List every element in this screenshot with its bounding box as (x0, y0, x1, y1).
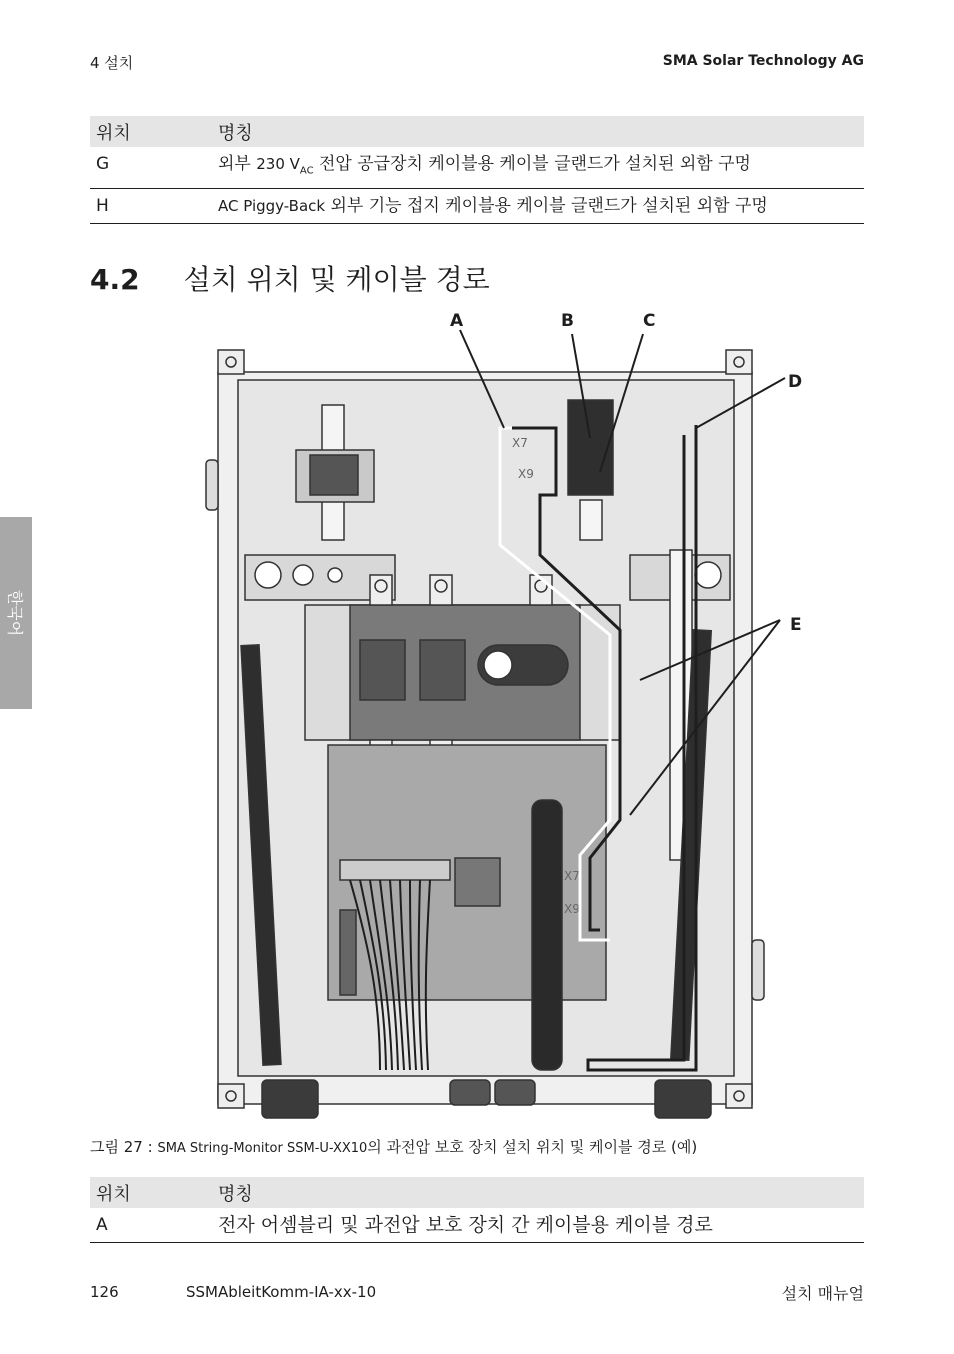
header-company: SMA Solar Technology AG (662, 53, 864, 69)
figure-label-a: A (450, 311, 464, 331)
table-header-row (90, 116, 864, 147)
cell-name: AC Piggy-Back 외부 기능 접지 케이블용 케이블 글랜드가 설치된 외함 구멍 (212, 189, 864, 224)
col-header-position: 위치 (90, 116, 212, 147)
terminal-label: X9 (518, 467, 534, 481)
table-row (90, 147, 864, 189)
document-id: SSMAbleitKomm-IA-xx-10 (186, 1283, 377, 1301)
col-header-name: 명칭 (212, 116, 864, 147)
header-chapter: 4 설치 (90, 54, 134, 72)
section-title-text: 설치 위치 및 케이블 경로 (183, 263, 490, 296)
cell-position: G (90, 147, 212, 189)
position-table-1 (90, 116, 864, 224)
cell-position: H (90, 189, 212, 224)
figure-label-d: D (788, 372, 803, 392)
col-header-position: 위치 (90, 1177, 212, 1208)
side-tab-label: 한국어 (5, 589, 25, 637)
manual-name: 설치 매뉴얼 (781, 1284, 864, 1303)
col-header-name: 명칭 (212, 1177, 864, 1208)
section-number: 4.2 (90, 263, 140, 296)
cell-name: 전자 어셈블리 및 과전압 보호 장치 간 케이블용 케이블 경로 (212, 1208, 864, 1243)
figure-caption: 그림 27 : SMA String-Monitor SSM-U-XX10의 과전압 보호 장치 설치 위치 및 케이블 경로 (예) (90, 1138, 698, 1156)
terminal-label: X9 (564, 902, 580, 916)
cell-name: 외부 230 $V_{AC}$ 전압 공급장치 케이블용 케이블 글랜드가 설치된 외함 구멍 (212, 147, 864, 189)
table-row (90, 189, 864, 224)
page-number: 126 (90, 1283, 119, 1301)
section-title (90, 258, 490, 298)
position-table-2 (90, 1177, 864, 1243)
language-side-tab (0, 517, 32, 709)
figure-label-b: B (561, 311, 574, 331)
figure-label-c: C (643, 311, 656, 331)
terminal-label: X7 (512, 436, 528, 450)
figure-label-e: E (790, 615, 802, 635)
table-row (90, 1208, 864, 1243)
cell-position: A (90, 1208, 212, 1243)
enclosure-figure (200, 300, 820, 1130)
terminal-label: X7 (564, 869, 580, 883)
table-header-row (90, 1177, 864, 1208)
